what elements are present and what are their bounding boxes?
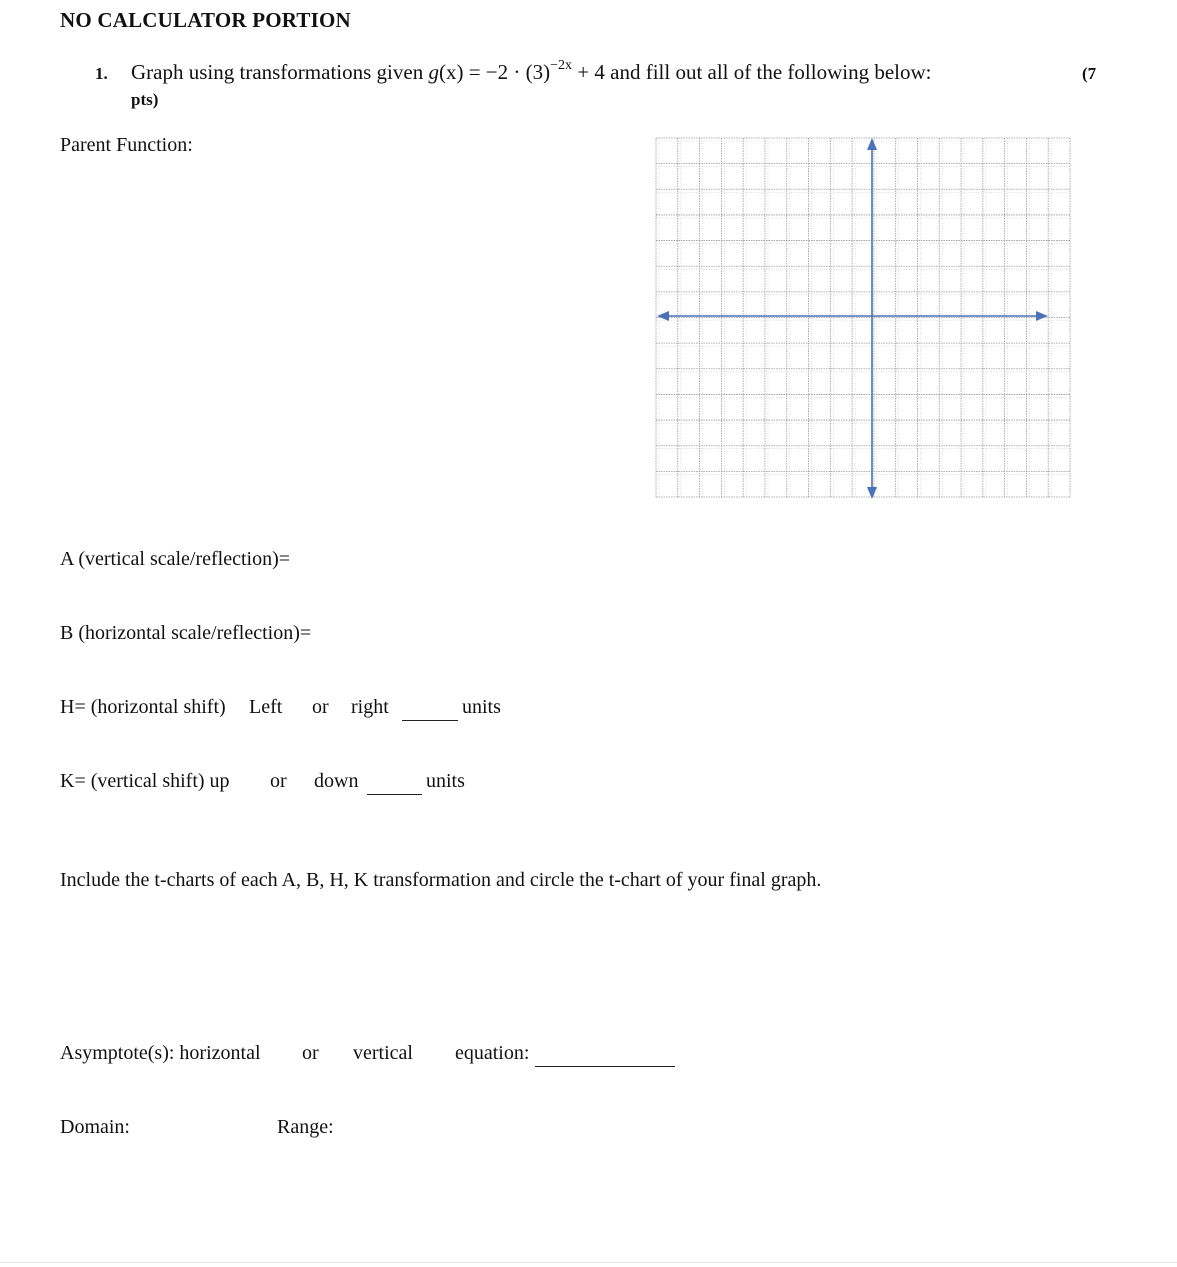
domain-label: Domain:: [60, 1116, 130, 1138]
b-label: B (horizontal scale/reflection)=: [60, 622, 312, 644]
y-axis-up-arrow: [867, 138, 877, 150]
function-variable: (x): [438, 60, 464, 84]
k-down-option[interactable]: down: [314, 770, 359, 792]
function-rhs-a: = −2 · (3): [463, 60, 551, 84]
asymptote-label: Asymptote(s): horizontal: [60, 1042, 261, 1064]
tchart-instruction: Include the t-charts of each A, B, H, K transformation and circle the t-chart of your final graph.: [60, 869, 822, 891]
asymptote-equation-blank[interactable]: [535, 1048, 675, 1072]
a-label: A (vertical scale/reflection)=: [60, 548, 291, 570]
question-text-prefix: Graph using transformations given: [131, 60, 424, 84]
function-name: g: [428, 60, 439, 84]
function-expression: [428, 60, 604, 84]
k-units-label: units: [426, 770, 465, 792]
k-or-text: or: [270, 770, 287, 792]
h-shift-label: H= (horizontal shift): [60, 696, 226, 718]
x-axis-right-arrow: [1036, 311, 1048, 321]
h-units-label: units: [462, 696, 501, 718]
asymptote-or-text: or: [302, 1042, 319, 1064]
question-text-suffix: and fill out all of the following below:: [604, 60, 932, 84]
page-title: NO CALCULATOR PORTION: [60, 8, 351, 32]
h-left-option[interactable]: Left: [249, 696, 283, 718]
asymptote-vertical-option[interactable]: vertical: [353, 1042, 413, 1064]
asymptote-equation-label: equation:: [455, 1042, 530, 1064]
h-units-blank[interactable]: [402, 702, 458, 726]
function-exponent: −2x: [550, 58, 573, 73]
points-close: pts): [131, 90, 159, 109]
k-units-blank[interactable]: [367, 776, 422, 800]
parent-function-label: Parent Function:: [60, 134, 193, 156]
points-open: (7: [1082, 64, 1097, 83]
h-right-option[interactable]: right: [351, 696, 389, 718]
coordinate-grid[interactable]: [655, 137, 1071, 501]
h-or-text: or: [312, 696, 329, 718]
question-number: 1.: [95, 64, 108, 83]
k-shift-label: K= (vertical shift) up: [60, 770, 230, 792]
x-axis-left-arrow: [657, 311, 669, 321]
page-bottom-divider: [0, 1262, 1177, 1263]
range-label: Range:: [277, 1116, 334, 1138]
question-prompt: [131, 60, 931, 85]
function-rhs-b: + 4: [572, 60, 605, 84]
